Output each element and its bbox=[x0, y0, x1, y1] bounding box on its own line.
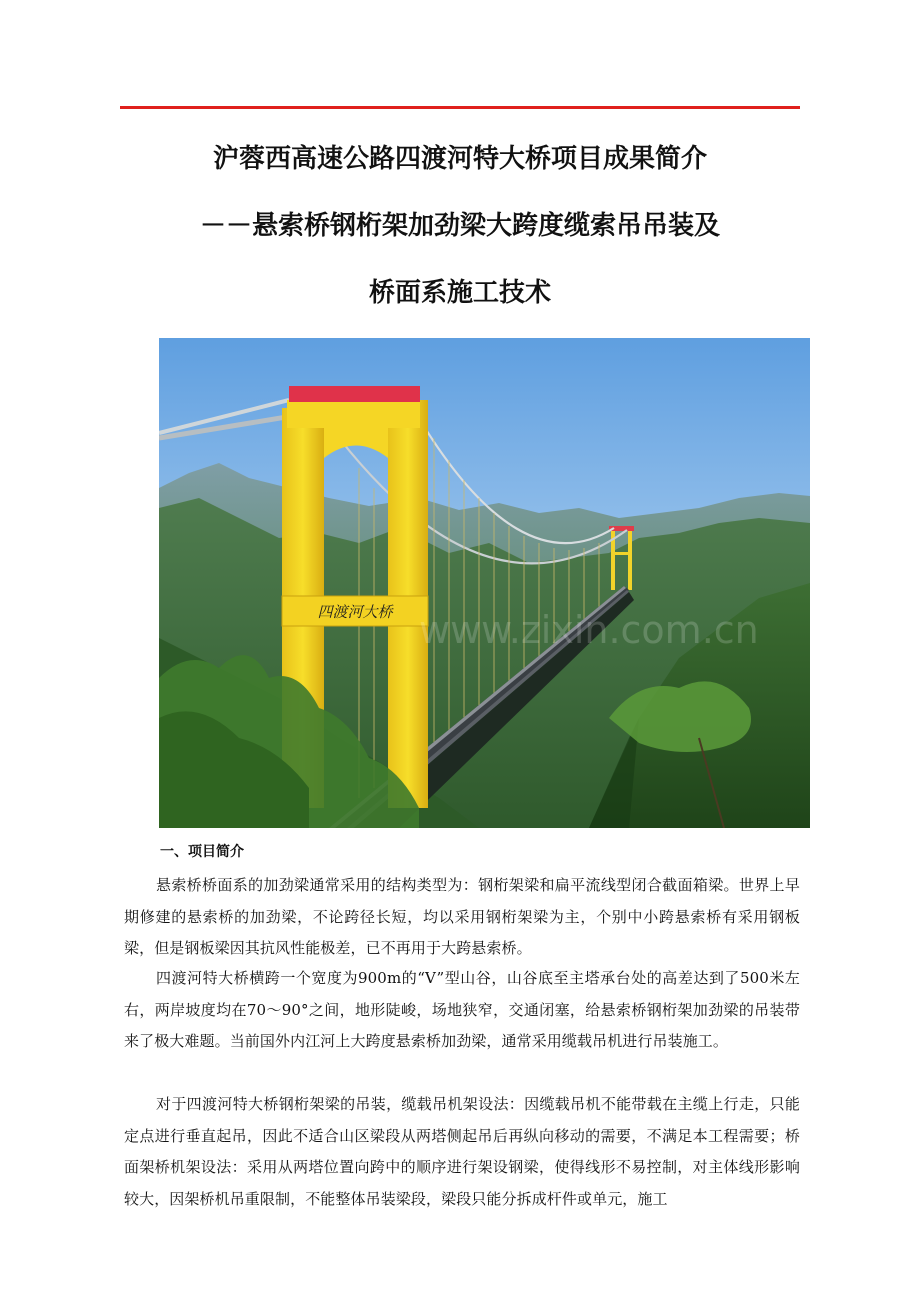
bridge-photo bbox=[159, 338, 810, 828]
photo-watermark: www.zixin.com.cn bbox=[419, 608, 759, 652]
section-heading: 一、项目简介 bbox=[160, 844, 244, 860]
header-red-rule bbox=[120, 106, 800, 109]
paragraph-3: 对于四渡河特大桥钢桁架梁的吊装，缆载吊机架设法：因缆载吊机不能带载在主缆上行走，只能定点进行垂直起吊，因此不适合山区梁段从两塔侧起吊后再纵向移动的需要，不满足本工程需要；桥面架桥机架设法：采用从两塔位置向跨中的顺序进行架设钢梁，使得线形不易控制，对主体线形影响较大，因架桥机吊重限制，不能整体吊装梁段，梁段只能分拆成杆件或单元，施工 bbox=[124, 1095, 800, 1208]
title-line-2: －－悬索桥钢桁架加劲梁大跨度缆索吊吊装及 bbox=[199, 211, 720, 241]
title-line-3: 桥面系施工技术 bbox=[368, 278, 551, 308]
paragraph-1: 悬索桥桥面系的加劲梁通常采用的结构类型为：钢桁架梁和扁平流线型闭合截面箱梁。世界上早期修建的悬索桥的加劲梁，不论跨径长短，均以采用钢桁架梁为主，个别中小跨悬索桥有采用钢板梁，但是钢板梁因其抗风性能极差，已不再用于大跨悬索桥。 bbox=[124, 876, 800, 958]
paragraph-2: 四渡河特大桥横跨一个宽度为900m的“V”型山谷，山谷底至主塔承台处的高差达到了500米左右，两岸坡度均在70～90°之间，地形陡峻，场地狭窄，交通闭塞，给悬索桥钢桁架加劲梁的吊装带来了极大难题。当前国外内江河上大跨度悬索桥加劲梁，通常采用缆载吊机进行吊装施工。 bbox=[124, 969, 800, 1051]
bridge-sign-text: 四渡河大桥 bbox=[317, 603, 393, 621]
title-line-1: 沪蓉西高速公路四渡河特大桥项目成果简介 bbox=[212, 144, 707, 174]
